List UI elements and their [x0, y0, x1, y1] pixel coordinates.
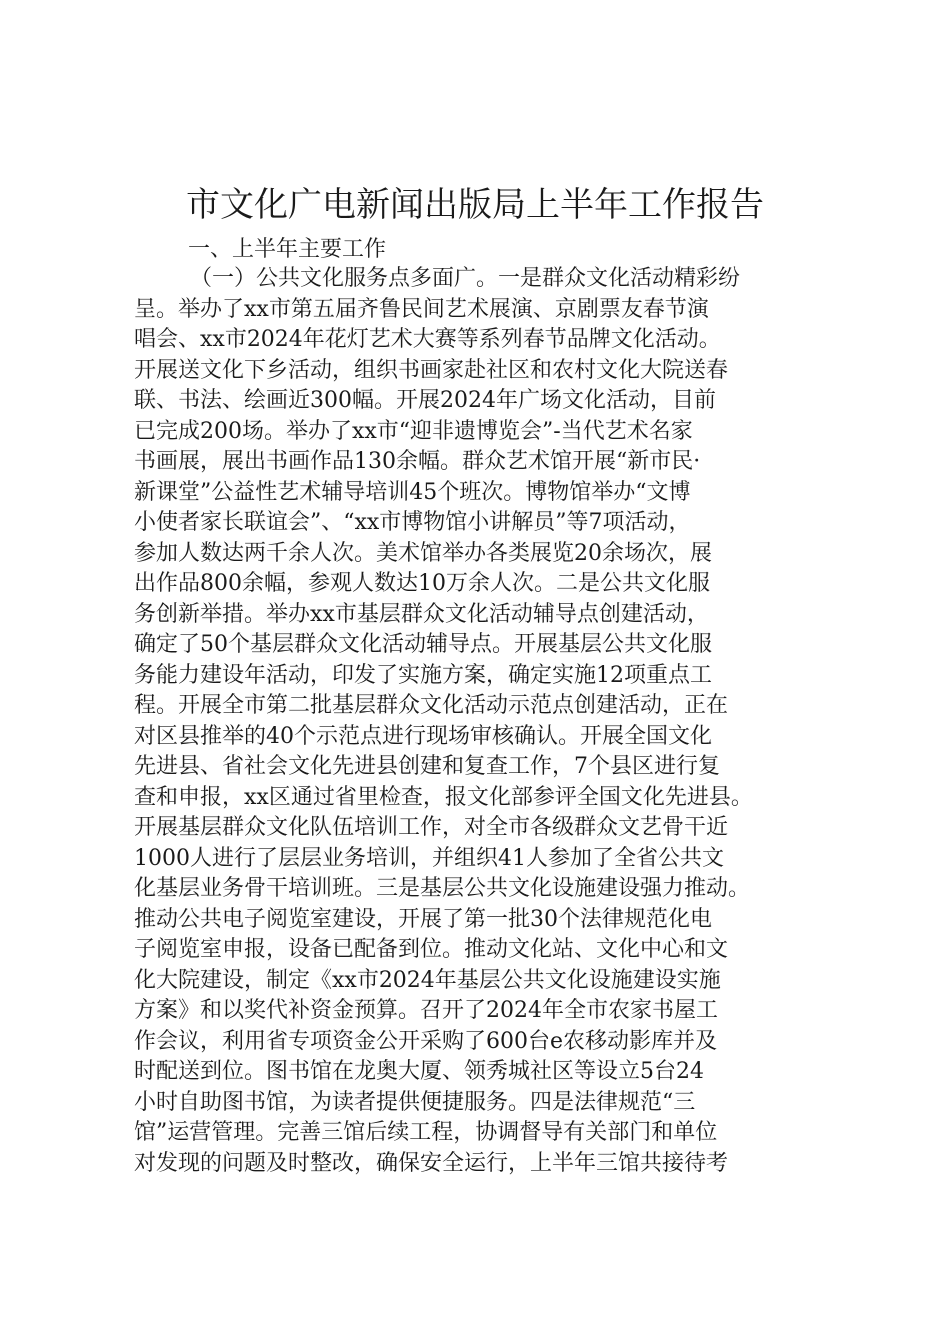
paragraph-line: 作会议，利用省专项资金公开采购了600台e农移动影库并及: [134, 1028, 718, 1054]
paragraph-line: 化大院建设，制定《xx市2024年基层公共文化设施建设实施: [134, 967, 721, 993]
paragraph-line: 已完成200场。举办了xx市“迎非遗博览会”-当代艺术名家: [134, 418, 693, 444]
paragraph-line: 确定了50个基层群众文化活动辅导点。开展基层公共文化服: [134, 632, 712, 657]
paragraph-line: 务创新举措。举办xx市基层群众文化活动辅导点创建活动，: [134, 601, 709, 627]
paragraph-line: 馆”运营管理。完善三馆后续工程，协调督导有关部门和单位: [134, 1120, 718, 1145]
paragraph-line: 出作品800余幅，参观人数达10万余人次。二是公共文化服: [134, 571, 710, 596]
document-body: [134, 264, 854, 1179]
paragraph-line: 参加人数达两千余人次。美术馆举办各类展览20余场次，展: [134, 540, 712, 566]
paragraph-line: 联、书法、绘画近300幅。开展2024年广场文化活动，目前: [134, 388, 716, 413]
paragraph-line: 开展送文化下乡活动，组织书画家赴社区和农村文化大院送春: [134, 357, 729, 383]
paragraph-line: 方案》和以奖代补资金预算。召开了2024年全市农家书屋工: [134, 998, 718, 1023]
paragraph-line: 新课堂”公益性艺术辅导培训45个班次。博物馆举办“文博: [134, 479, 691, 505]
paragraph-line: 子阅览室申报，设备已配备到位。推动文化站、文化中心和文: [134, 937, 729, 962]
paragraph-line: 推动公共电子阅览室建设，开展了第一批30个法律规范化电: [134, 906, 712, 932]
paragraph-line: 小使者家长联谊会”、“xx市博物馆小讲解员”等7项活动，: [134, 510, 691, 535]
paragraph-line: 唱会、xx市2024年花灯艺术大赛等系列春节品牌文化活动。: [134, 327, 721, 352]
paragraph-line: 先进县、省社会文化先进县创建和复查工作，7个县区进行复: [134, 754, 720, 779]
paragraph-line: （一）公共文化服务点多面广。一是群众文化活动精彩纷: [190, 266, 741, 291]
paragraph-line: 对发现的问题及时整改，确保安全运行，上半年三馆共接待考: [134, 1150, 729, 1176]
paragraph-line: 书画展，展出书画作品130余幅。群众艺术馆开展“新市民·: [134, 449, 701, 474]
document-title: 市文化广电新闻出版局上半年工作报告: [186, 185, 764, 225]
paragraph-line: 小时自助图书馆，为读者提供便捷服务。四是法律规范“三: [134, 1089, 696, 1115]
paragraph-line: 对区县推举的40个示范点进行现场审核确认。开展全国文化: [134, 723, 712, 749]
paragraph-line: 1000人进行了层层业务培训，并组织41人参加了全省公共文: [134, 845, 724, 871]
paragraph-line: 时配送到位。图书馆在龙奥大厦、领秀城社区等设立5台24: [134, 1059, 704, 1084]
paragraph-line: 查和申报，xx区通过省里检查，报文化部参评全国文化先进县。: [134, 784, 753, 810]
paragraph-line: 开展基层群众文化队伍培训工作，对全市各级群众文艺骨干近: [134, 815, 729, 840]
section-heading: 一、上半年主要工作: [188, 237, 387, 262]
paragraph-line: 务能力建设年活动，印发了实施方案，确定实施12项重点工: [134, 662, 712, 688]
paragraph-line: 化基层业务骨干培训班。三是基层公共文化设施建设强力推动。: [134, 876, 751, 901]
paragraph-line: 程。开展全市第二批基层群众文化活动示范点创建活动，正在: [134, 693, 729, 718]
paragraph-line: 呈。举办了xx市第五届齐鲁民间艺术展演、京剧票友春节演: [134, 296, 709, 322]
